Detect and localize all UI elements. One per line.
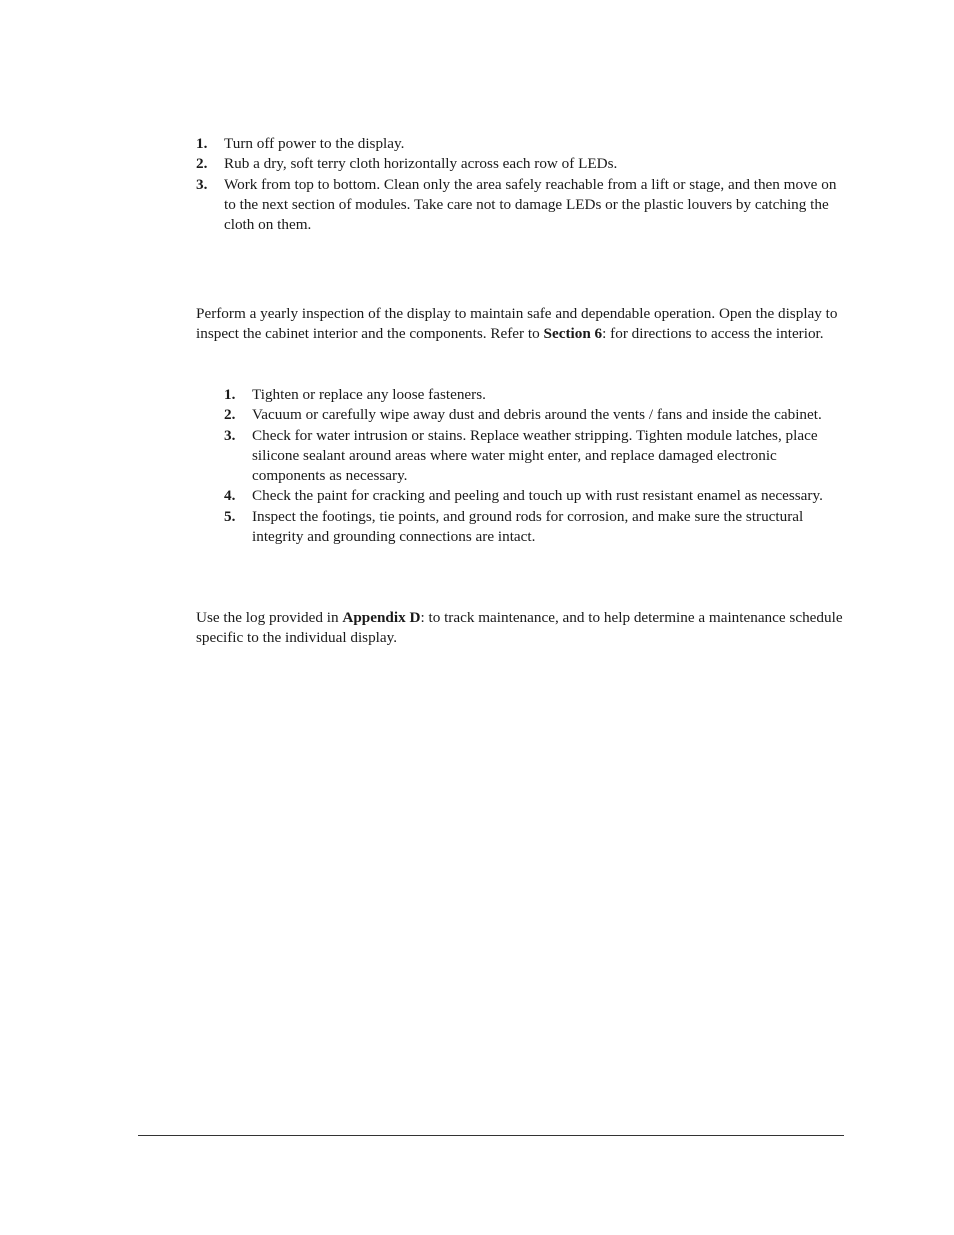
step-number: 2.	[224, 406, 236, 424]
inspection-intro-text-end: : for directions to access the interior.	[602, 325, 824, 343]
step-text: Check for water intrusion or stains. Replace weather stripping. Tighten module latches, place silicone sealant around areas where water might enter, and replace damaged electronic components as necessary.	[252, 426, 818, 485]
list-item	[196, 175, 848, 236]
step-text: Inspect the footings, tie points, and ground rods for corrosion, and make sure the structural integrity and grounding connections are intact.	[252, 507, 804, 546]
step-text: Work from top to bottom. Clean only the area safely reachable from a lift or stage, and then move on to the next section of modules. Take care not to damage LEDs or the plastic louvers by catching the cloth on them.	[224, 175, 837, 234]
section-reference: Section 6	[543, 325, 603, 343]
step-text: Turn off power to the display.	[224, 135, 405, 152]
inspection-steps-list	[224, 385, 848, 547]
list-item	[224, 385, 848, 405]
step-number: 2.	[196, 155, 208, 173]
footer-divider	[138, 1135, 844, 1136]
inspection-intro-text: Perform a yearly inspection of the display to maintain safe and dependable operation. Open the display to inspect the cabinet interior and the components. Refer to	[196, 305, 838, 343]
list-item	[224, 507, 848, 548]
step-number: 1.	[224, 386, 236, 403]
step-number: 3.	[224, 426, 236, 444]
log-note-text: Use the log provided in	[196, 609, 343, 626]
step-number: 4.	[224, 487, 236, 505]
step-text: Rub a dry, soft terry cloth horizontally across each row of LEDs.	[224, 155, 618, 173]
step-text: Tighten or replace any loose fasteners.	[252, 386, 486, 403]
step-number: 5.	[224, 507, 236, 525]
list-item	[196, 154, 848, 174]
step-number: 3.	[196, 175, 208, 193]
maintenance-log-paragraph	[196, 608, 848, 649]
list-item	[224, 426, 848, 487]
log-note-text-end: : to track maintenance, and to help determine a maintenance schedule specific to the individual display.	[196, 609, 843, 647]
cleaning-steps-list	[196, 134, 848, 235]
list-item	[224, 405, 848, 425]
step-number: 1.	[196, 135, 208, 152]
inspection-intro-paragraph	[196, 304, 848, 345]
list-item	[196, 134, 848, 154]
list-item	[224, 486, 848, 506]
step-text: Vacuum or carefully wipe away dust and debris around the vents / fans and inside the cabinet.	[252, 406, 822, 424]
step-text: Check the paint for cracking and peeling and touch up with rust resistant enamel as necessary.	[252, 487, 823, 505]
appendix-reference: Appendix D	[342, 609, 421, 626]
